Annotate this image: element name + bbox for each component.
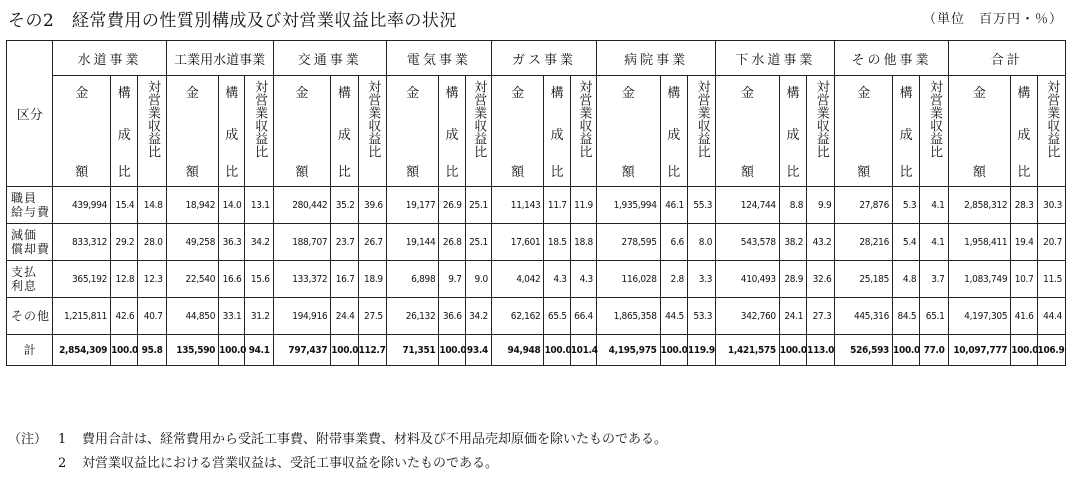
revenue-ratio-cell: 93.4 <box>465 335 491 366</box>
amount-cell: 71,351 <box>386 335 439 366</box>
amount-header <box>491 76 544 187</box>
revenue-ratio-cell: 40.7 <box>138 298 166 335</box>
revenue-ratio-header <box>1037 76 1065 187</box>
ratio-cell: 41.6 <box>1011 298 1037 335</box>
ratio-cell: 16.6 <box>219 261 245 298</box>
ratio-cell: 100.0 <box>660 335 687 366</box>
revenue-ratio-cell: 53.3 <box>687 298 715 335</box>
revenue-ratio-header <box>687 76 715 187</box>
amount-cell: 6,898 <box>386 261 439 298</box>
row-label-line: 計 <box>23 343 37 357</box>
note-item <box>8 452 667 476</box>
ratio-header <box>111 76 138 187</box>
group-header: 下水道事業 <box>716 41 835 76</box>
revenue-ratio-cell: 4.1 <box>920 224 948 261</box>
amount-cell: 278,595 <box>596 224 660 261</box>
revenue-ratio-cell: 18.8 <box>570 224 596 261</box>
ratio-header-char: 比 <box>445 165 459 180</box>
row-label-line: 利息 <box>11 279 38 293</box>
amount-header-char: 金 <box>857 86 871 101</box>
ratio-cell: 4.8 <box>893 261 920 298</box>
revenue-ratio-header <box>920 76 948 187</box>
ratio-cell: 100.0 <box>544 335 570 366</box>
row-label <box>7 224 53 261</box>
revenue-ratio-cell: 34.2 <box>465 298 491 335</box>
revenue-ratio-header-text: 対営業収益比 <box>252 80 268 158</box>
page-title: その2 経常費用の性質別構成及び対営業収益比率の状況 <box>8 11 457 31</box>
amount-cell: 19,177 <box>386 187 439 224</box>
revenue-ratio-cell: 9.0 <box>465 261 491 298</box>
revenue-ratio-cell: 34.2 <box>245 224 273 261</box>
ratio-cell: 28.3 <box>1011 187 1037 224</box>
amount-cell: 445,316 <box>835 298 893 335</box>
ratio-header <box>439 76 465 187</box>
revenue-ratio-cell: 3.3 <box>687 261 715 298</box>
revenue-ratio-cell: 13.1 <box>245 187 273 224</box>
group-header: 電気事業 <box>386 41 491 76</box>
table-row <box>7 261 1066 298</box>
revenue-ratio-cell: 4.1 <box>920 187 948 224</box>
revenue-ratio-cell: 119.9 <box>687 335 715 366</box>
revenue-ratio-cell: 11.9 <box>570 187 596 224</box>
ratio-cell: 11.7 <box>544 187 570 224</box>
amount-cell: 27,876 <box>835 187 893 224</box>
amount-header <box>53 76 111 187</box>
amount-cell: 280,442 <box>273 187 331 224</box>
amount-cell: 1,083,749 <box>948 261 1011 298</box>
ratio-cell: 9.7 <box>439 261 465 298</box>
table-row <box>7 187 1066 224</box>
ratio-cell: 5.3 <box>893 187 920 224</box>
amount-header-char: 額 <box>185 165 199 180</box>
table-body <box>7 187 1066 366</box>
row-label <box>7 298 53 335</box>
note-number: 1 <box>58 432 67 447</box>
ratio-header-char: 構 <box>225 86 239 101</box>
expense-table <box>6 40 1066 366</box>
ratio-cell: 100.0 <box>893 335 920 366</box>
table-row <box>7 224 1066 261</box>
revenue-ratio-cell: 18.9 <box>358 261 386 298</box>
revenue-ratio-header <box>465 76 491 187</box>
ratio-cell: 36.6 <box>439 298 465 335</box>
revenue-ratio-header-text: 対営業収益比 <box>1044 80 1060 158</box>
amount-cell: 194,916 <box>273 298 331 335</box>
amount-header-char: 金 <box>185 86 199 101</box>
amount-cell: 17,601 <box>491 224 544 261</box>
amount-cell: 1,215,811 <box>53 298 111 335</box>
ratio-cell: 5.4 <box>893 224 920 261</box>
revenue-ratio-cell: 4.3 <box>570 261 596 298</box>
amount-cell: 4,195,975 <box>596 335 660 366</box>
ratio-cell: 24.1 <box>779 298 806 335</box>
revenue-ratio-header-text: 対営業収益比 <box>813 80 829 158</box>
revenue-ratio-cell: 31.2 <box>245 298 273 335</box>
revenue-ratio-header <box>570 76 596 187</box>
amount-cell: 342,760 <box>716 298 780 335</box>
ratio-cell: 84.5 <box>893 298 920 335</box>
ratio-header-char: 比 <box>225 165 239 180</box>
amount-header <box>596 76 660 187</box>
amount-cell: 797,437 <box>273 335 331 366</box>
row-label <box>7 261 53 298</box>
revenue-ratio-cell: 27.5 <box>358 298 386 335</box>
amount-header <box>273 76 331 187</box>
revenue-ratio-cell: 15.6 <box>245 261 273 298</box>
amount-cell: 49,258 <box>166 224 219 261</box>
ratio-header-char: 成 <box>117 128 131 143</box>
amount-header <box>948 76 1011 187</box>
row-label-line: 給与費 <box>11 205 51 219</box>
revenue-ratio-cell: 77.0 <box>920 335 948 366</box>
ratio-header-char: 構 <box>445 86 459 101</box>
note-number: 2 <box>58 456 67 471</box>
amount-header-char: 額 <box>741 165 755 180</box>
amount-cell: 25,185 <box>835 261 893 298</box>
ratio-header-char: 比 <box>337 165 351 180</box>
row-header-label: 区分 <box>7 41 53 187</box>
amount-header-char: 額 <box>295 165 309 180</box>
group-header: 工業用水道事業 <box>166 41 273 76</box>
ratio-cell: 44.5 <box>660 298 687 335</box>
amount-header <box>386 76 439 187</box>
note-text: 対営業収益比における営業収益は、受託工事収益を除いたものである。 <box>82 456 499 471</box>
ratio-header-char: 比 <box>1017 165 1031 180</box>
ratio-cell: 42.6 <box>111 298 138 335</box>
ratio-header-char: 構 <box>899 86 913 101</box>
amount-cell: 133,372 <box>273 261 331 298</box>
ratio-header-char: 比 <box>550 165 564 180</box>
ratio-cell: 26.8 <box>439 224 465 261</box>
amount-cell: 4,042 <box>491 261 544 298</box>
amount-header-char: 金 <box>741 86 755 101</box>
ratio-header-char: 比 <box>117 165 131 180</box>
ratio-cell: 29.2 <box>111 224 138 261</box>
amount-cell: 2,858,312 <box>948 187 1011 224</box>
amount-header <box>716 76 780 187</box>
revenue-ratio-cell: 113.0 <box>807 335 835 366</box>
amount-cell: 526,593 <box>835 335 893 366</box>
ratio-cell: 19.4 <box>1011 224 1037 261</box>
revenue-ratio-cell: 25.1 <box>465 224 491 261</box>
revenue-ratio-header-text: 対営業収益比 <box>144 80 160 158</box>
amount-cell: 410,493 <box>716 261 780 298</box>
group-header: その他事業 <box>835 41 948 76</box>
revenue-ratio-cell: 95.8 <box>138 335 166 366</box>
ratio-header <box>779 76 806 187</box>
amount-header-char: 金 <box>511 86 525 101</box>
row-label-line: 償却費 <box>11 242 51 256</box>
ratio-cell: 2.8 <box>660 261 687 298</box>
ratio-cell: 38.2 <box>779 224 806 261</box>
ratio-cell: 100.0 <box>1011 335 1037 366</box>
ratio-cell: 14.0 <box>219 187 245 224</box>
ratio-header-char: 成 <box>445 128 459 143</box>
unit-label: （単位 百万円・％） <box>922 12 1063 27</box>
amount-header-char: 額 <box>75 165 89 180</box>
row-label-line: 減価 <box>11 228 38 242</box>
amount-cell: 18,942 <box>166 187 219 224</box>
ratio-header-char: 成 <box>337 128 351 143</box>
ratio-cell: 46.1 <box>660 187 687 224</box>
revenue-ratio-cell: 11.5 <box>1037 261 1065 298</box>
amount-cell: 833,312 <box>53 224 111 261</box>
revenue-ratio-cell: 26.7 <box>358 224 386 261</box>
amount-header-char: 額 <box>972 165 986 180</box>
amount-header-char: 金 <box>621 86 635 101</box>
ratio-header-char: 比 <box>667 165 681 180</box>
ratio-header-char: 構 <box>337 86 351 101</box>
ratio-cell: 100.0 <box>331 335 358 366</box>
group-header: 合計 <box>948 41 1065 76</box>
note-text: 費用合計は、経常費用から受託工事費、附帯事業費、材料及び不用品売却原価を除いたものである。 <box>82 432 668 447</box>
revenue-ratio-cell: 43.2 <box>807 224 835 261</box>
amount-cell: 135,590 <box>166 335 219 366</box>
ratio-cell: 12.8 <box>111 261 138 298</box>
ratio-cell: 18.5 <box>544 224 570 261</box>
ratio-header-char: 構 <box>786 86 800 101</box>
amount-cell: 2,854,309 <box>53 335 111 366</box>
revenue-ratio-cell: 12.3 <box>138 261 166 298</box>
ratio-header <box>331 76 358 187</box>
ratio-cell: 24.4 <box>331 298 358 335</box>
amount-cell: 439,994 <box>53 187 111 224</box>
amount-cell: 116,028 <box>596 261 660 298</box>
amount-cell: 11,143 <box>491 187 544 224</box>
revenue-ratio-header <box>358 76 386 187</box>
amount-cell: 188,707 <box>273 224 331 261</box>
amount-cell: 1,421,575 <box>716 335 780 366</box>
amount-cell: 543,578 <box>716 224 780 261</box>
revenue-ratio-cell: 14.8 <box>138 187 166 224</box>
ratio-header-char: 成 <box>1017 128 1031 143</box>
amount-header <box>166 76 219 187</box>
revenue-ratio-cell: 20.7 <box>1037 224 1065 261</box>
ratio-cell: 10.7 <box>1011 261 1037 298</box>
group-header: 病院事業 <box>596 41 715 76</box>
amount-cell: 1,958,411 <box>948 224 1011 261</box>
ratio-cell: 100.0 <box>219 335 245 366</box>
ratio-header-char: 構 <box>1017 86 1031 101</box>
amount-header-char: 額 <box>406 165 420 180</box>
ratio-header <box>660 76 687 187</box>
row-label-line: その他 <box>11 309 51 323</box>
notes <box>8 428 667 476</box>
row-label <box>7 335 53 366</box>
revenue-ratio-header-text: 対営業収益比 <box>365 80 381 158</box>
revenue-ratio-header <box>245 76 273 187</box>
ratio-header-char: 成 <box>550 128 564 143</box>
revenue-ratio-cell: 30.3 <box>1037 187 1065 224</box>
revenue-ratio-cell: 28.0 <box>138 224 166 261</box>
amount-header-char: 金 <box>75 86 89 101</box>
ratio-cell: 4.3 <box>544 261 570 298</box>
revenue-ratio-header <box>138 76 166 187</box>
ratio-cell: 6.6 <box>660 224 687 261</box>
ratio-header <box>544 76 570 187</box>
revenue-ratio-header-text: 対営業収益比 <box>471 80 487 158</box>
amount-cell: 1,865,358 <box>596 298 660 335</box>
row-label-line: 職員 <box>11 191 38 205</box>
amount-header-char: 金 <box>295 86 309 101</box>
revenue-ratio-cell: 101.4 <box>570 335 596 366</box>
revenue-ratio-cell: 3.7 <box>920 261 948 298</box>
group-header: 水道事業 <box>53 41 166 76</box>
group-header: 交通事業 <box>273 41 386 76</box>
amount-header-char: 額 <box>857 165 871 180</box>
amount-cell: 10,097,777 <box>948 335 1011 366</box>
ratio-cell: 16.7 <box>331 261 358 298</box>
ratio-header-char: 比 <box>786 165 800 180</box>
ratio-cell: 100.0 <box>779 335 806 366</box>
revenue-ratio-header <box>807 76 835 187</box>
revenue-ratio-cell: 55.3 <box>687 187 715 224</box>
ratio-cell: 28.9 <box>779 261 806 298</box>
amount-header-char: 金 <box>972 86 986 101</box>
amount-cell: 26,132 <box>386 298 439 335</box>
ratio-header-char: 構 <box>117 86 131 101</box>
amount-cell: 62,162 <box>491 298 544 335</box>
ratio-cell: 36.3 <box>219 224 245 261</box>
ratio-header-char: 構 <box>667 86 681 101</box>
ratio-header-char: 比 <box>899 165 913 180</box>
revenue-ratio-cell: 32.6 <box>807 261 835 298</box>
table-header <box>7 41 1066 187</box>
revenue-ratio-header-text: 対営業収益比 <box>694 80 710 158</box>
amount-header-char: 金 <box>406 86 420 101</box>
amount-cell: 22,540 <box>166 261 219 298</box>
amount-cell: 44,850 <box>166 298 219 335</box>
note-item <box>8 428 667 452</box>
ratio-cell: 23.7 <box>331 224 358 261</box>
revenue-ratio-cell: 8.0 <box>687 224 715 261</box>
row-label <box>7 187 53 224</box>
amount-header-char: 額 <box>511 165 525 180</box>
revenue-ratio-cell: 112.7 <box>358 335 386 366</box>
ratio-header-char: 構 <box>550 86 564 101</box>
ratio-cell: 65.5 <box>544 298 570 335</box>
revenue-ratio-header-text: 対営業収益比 <box>926 80 942 158</box>
amount-header <box>835 76 893 187</box>
table-row <box>7 298 1066 335</box>
amount-cell: 94,948 <box>491 335 544 366</box>
ratio-cell: 15.4 <box>111 187 138 224</box>
revenue-ratio-header-text: 対営業収益比 <box>576 80 592 158</box>
ratio-header-char: 成 <box>667 128 681 143</box>
revenue-ratio-cell: 9.9 <box>807 187 835 224</box>
ratio-header-char: 成 <box>225 128 239 143</box>
table-row <box>7 335 1066 366</box>
ratio-cell: 26.9 <box>439 187 465 224</box>
amount-cell: 4,197,305 <box>948 298 1011 335</box>
revenue-ratio-cell: 39.6 <box>358 187 386 224</box>
revenue-ratio-cell: 94.1 <box>245 335 273 366</box>
row-label-line: 支払 <box>11 265 38 279</box>
note-prefix: （注） <box>8 432 48 447</box>
amount-cell: 1,935,994 <box>596 187 660 224</box>
ratio-cell: 100.0 <box>439 335 465 366</box>
ratio-header-char: 成 <box>899 128 913 143</box>
revenue-ratio-cell: 65.1 <box>920 298 948 335</box>
amount-cell: 28,216 <box>835 224 893 261</box>
revenue-ratio-cell: 106.9 <box>1037 335 1065 366</box>
ratio-cell: 33.1 <box>219 298 245 335</box>
revenue-ratio-cell: 66.4 <box>570 298 596 335</box>
ratio-header <box>1011 76 1037 187</box>
amount-cell: 124,744 <box>716 187 780 224</box>
amount-cell: 19,144 <box>386 224 439 261</box>
amount-header-char: 額 <box>621 165 635 180</box>
revenue-ratio-cell: 27.3 <box>807 298 835 335</box>
ratio-cell: 100.0 <box>111 335 138 366</box>
ratio-header <box>893 76 920 187</box>
ratio-header <box>219 76 245 187</box>
revenue-ratio-cell: 25.1 <box>465 187 491 224</box>
amount-cell: 365,192 <box>53 261 111 298</box>
group-header: ガス事業 <box>491 41 596 76</box>
ratio-cell: 8.8 <box>779 187 806 224</box>
ratio-header-char: 成 <box>786 128 800 143</box>
revenue-ratio-cell: 44.4 <box>1037 298 1065 335</box>
ratio-cell: 35.2 <box>331 187 358 224</box>
